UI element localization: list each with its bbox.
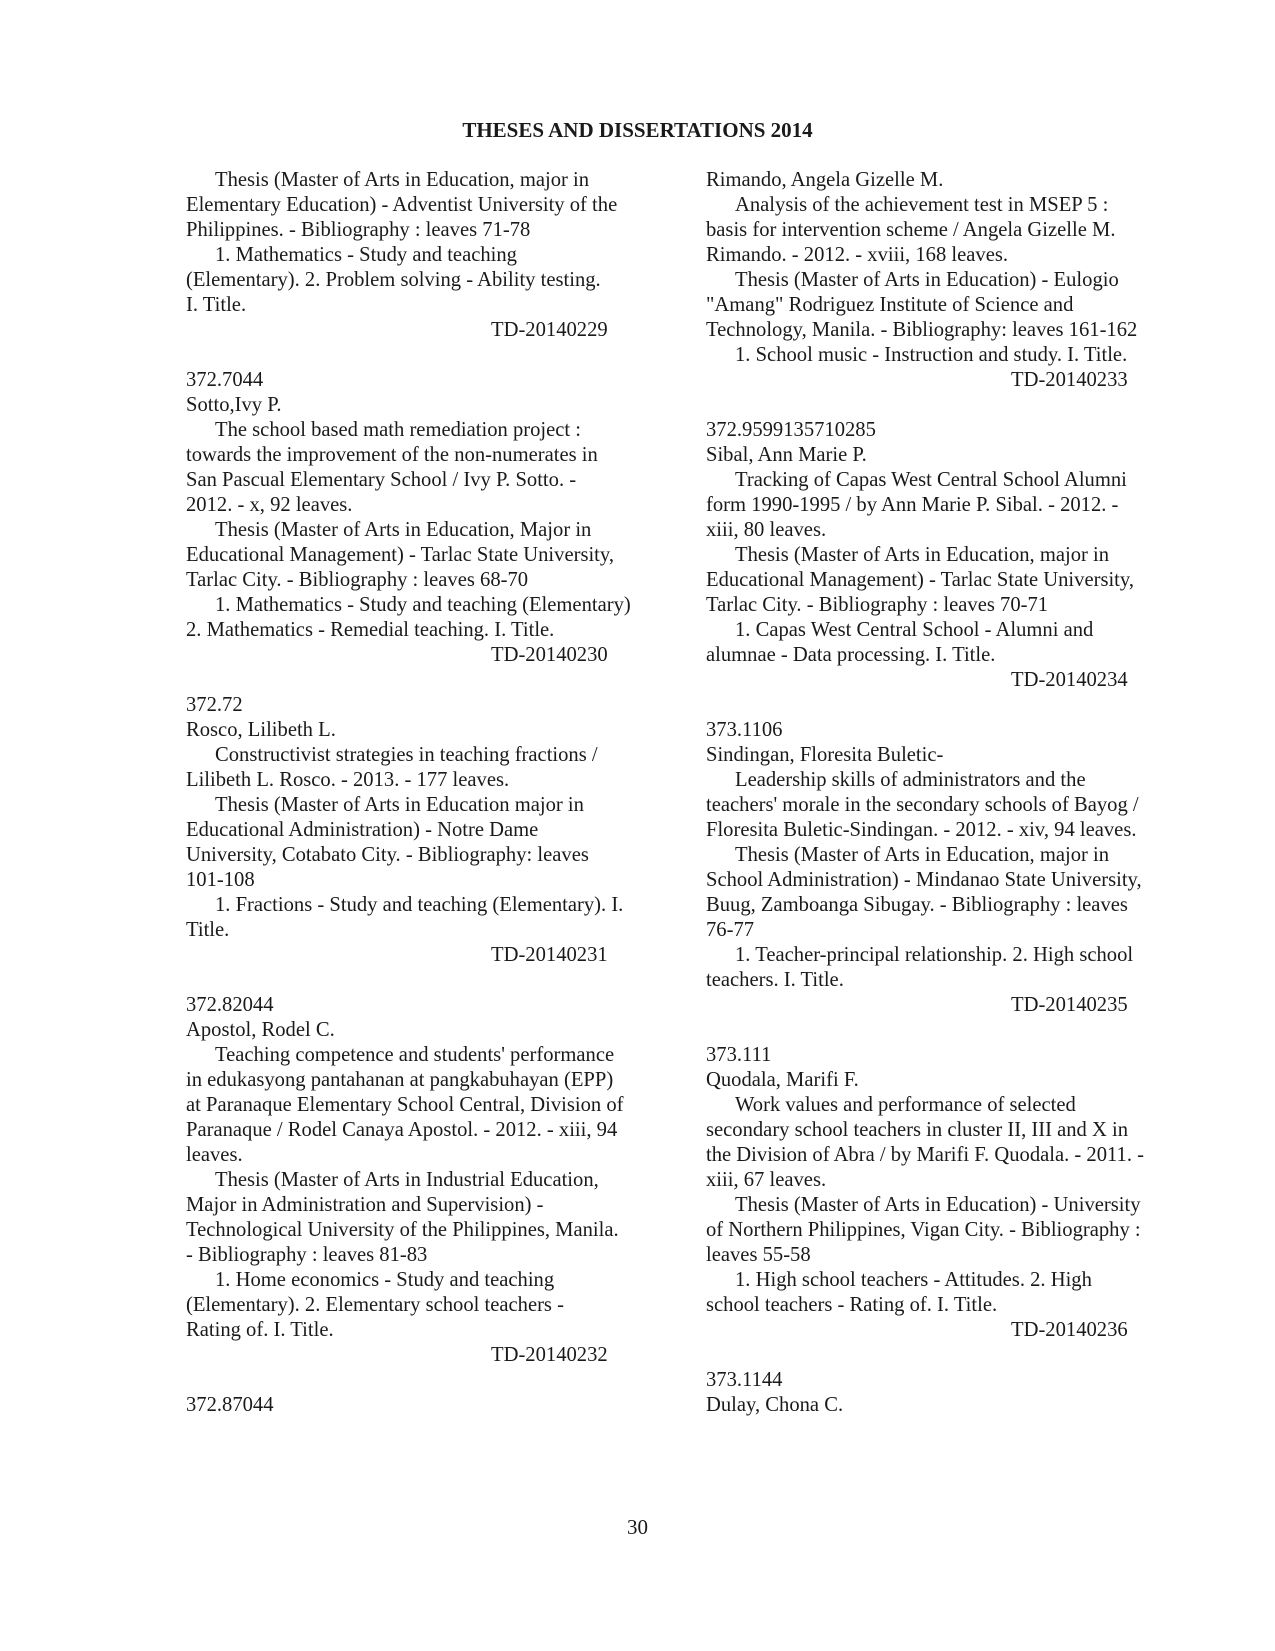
catalog-line: 2012. - x, 92 leaves. <box>186 494 353 516</box>
catalog-line: Educational Management) - Tarlac State University, <box>186 544 615 566</box>
catalog-line: Sindingan, Floresita Buletic- <box>706 744 944 766</box>
catalog-line: alumnae - Data processing. I. Title. <box>706 644 996 666</box>
catalog-line: Dulay, Chona C. <box>706 1394 844 1416</box>
catalog-line: basis for intervention scheme / Angela Gizelle M. <box>706 219 1116 241</box>
catalog-line: Title. <box>186 919 230 941</box>
catalog-line: 372.82044 <box>186 994 274 1016</box>
catalog-line: Constructivist strategies in teaching fractions / <box>215 744 598 766</box>
catalog-line: teachers. I. Title. <box>706 969 844 991</box>
catalog-line: Teaching competence and students' performance <box>215 1044 615 1066</box>
catalog-line: towards the improvement of the non-numerates in <box>186 444 598 466</box>
catalog-line: University, Cotabato City. - Bibliography: leaves <box>186 844 589 866</box>
catalog-line: Rimando, Angela Gizelle M. <box>706 169 944 191</box>
entry-spacer <box>706 1343 1186 1368</box>
catalog-line: Quodala, Marifi F. <box>706 1069 859 1091</box>
accession-number: TD-20140234 <box>1011 669 1128 691</box>
catalog-line: 101-108 <box>186 869 255 891</box>
catalog-line: at Paranaque Elementary School Central, Division of <box>186 1094 624 1116</box>
catalog-line: in edukasyong pantahanan at pangkabuhayan (EPP) <box>186 1069 614 1091</box>
catalog-line: Technological University of the Philippines, Manila. <box>186 1219 619 1241</box>
catalog-line: school teachers - Rating of. I. Title. <box>706 1294 998 1316</box>
catalog-line: Sotto,Ivy P. <box>186 394 282 416</box>
catalog-line: 373.1106 <box>706 719 783 741</box>
catalog-line: Tarlac City. - Bibliography : leaves 70-71 <box>706 594 1049 616</box>
catalog-line: leaves. <box>186 1144 243 1166</box>
accession-number: TD-20140232 <box>491 1344 608 1366</box>
catalog-line: 373.1144 <box>706 1369 783 1391</box>
catalog-line: Lilibeth L. Rosco. - 2013. - 177 leaves. <box>186 769 510 791</box>
catalog-line: 1. Fractions - Study and teaching (Elementary). I. <box>215 894 624 916</box>
catalog-line: Philippines. - Bibliography : leaves 71-78 <box>186 219 531 241</box>
catalog-line: Technology, Manila. - Bibliography: leaves 161-162 <box>706 319 1138 341</box>
catalog-line: "Amang" Rodriguez Institute of Science and <box>706 294 1074 316</box>
catalog-line: Thesis (Master of Arts in Education) - Eulogio <box>735 269 1119 291</box>
catalog-line: the Division of Abra / by Marifi F. Quodala. - 2011. - <box>706 1144 1144 1166</box>
catalog-line: Analysis of the achievement test in MSEP 5 : <box>735 194 1109 216</box>
catalog-line: 1. Mathematics - Study and teaching (Elementary) <box>215 594 631 616</box>
catalog-line: Tarlac City. - Bibliography : leaves 68-70 <box>186 569 529 591</box>
catalog-line: 76-77 <box>706 919 755 941</box>
entry-spacer <box>706 693 1186 718</box>
entry-spacer <box>706 393 1186 418</box>
catalog-line: Rating of. I. Title. <box>186 1319 334 1341</box>
catalog-line: Tracking of Capas West Central School Alumni <box>735 469 1127 491</box>
catalog-line: School Administration) - Mindanao State University, <box>706 869 1142 891</box>
catalog-line: xiii, 67 leaves. <box>706 1169 827 1191</box>
accession-number: TD-20140230 <box>491 644 608 666</box>
catalog-line: 372.7044 <box>186 369 264 391</box>
catalog-line: Leadership skills of administrators and the <box>735 769 1086 791</box>
catalog-line: form 1990-1995 / by Ann Marie P. Sibal. - 2012. - <box>706 494 1119 516</box>
catalog-line: Apostol, Rodel C. <box>186 1019 335 1041</box>
entry-spacer <box>186 968 666 993</box>
catalog-line: 373.111 <box>706 1044 772 1066</box>
left-column <box>186 168 666 1418</box>
catalog-line: Thesis (Master of Arts in Education major in <box>215 794 584 816</box>
catalog-line: 1. School music - Instruction and study. I. Title. <box>735 344 1128 366</box>
catalog-line: I. Title. <box>186 294 247 316</box>
catalog-line: 1. Mathematics - Study and teaching <box>215 244 517 266</box>
catalog-line: leaves 55-58 <box>706 1244 811 1266</box>
catalog-line: Educational Management) - Tarlac State University, <box>706 569 1135 591</box>
catalog-line: Work values and performance of selected <box>735 1094 1076 1116</box>
page-title: THESES AND DISSERTATIONS 2014 <box>462 118 813 142</box>
catalog-line: Thesis (Master of Arts in Education, major in <box>215 169 590 191</box>
catalog-line: Thesis (Master of Arts in Industrial Education, <box>215 1169 599 1191</box>
catalog-line: of Northern Philippines, Vigan City. - Bibliography : <box>706 1219 1141 1241</box>
catalog-line: - Bibliography : leaves 81-83 <box>186 1244 428 1266</box>
entry-spacer <box>186 668 666 693</box>
catalog-line: (Elementary). 2. Problem solving - Ability testing. <box>186 269 601 291</box>
catalog-line: Rosco, Lilibeth L. <box>186 719 336 741</box>
catalog-line: Elementary Education) - Adventist University of the <box>186 194 618 216</box>
entry-spacer <box>186 343 666 368</box>
catalog-line: secondary school teachers in cluster II, III and X in <box>706 1119 1129 1141</box>
catalog-line: 1. Teacher-principal relationship. 2. High school <box>735 944 1134 966</box>
catalog-line: Floresita Buletic-Sindingan. - 2012. - xiv, 94 leaves. <box>706 819 1137 841</box>
catalog-line: 2. Mathematics - Remedial teaching. I. Title. <box>186 619 555 641</box>
catalog-line: xiii, 80 leaves. <box>706 519 827 541</box>
catalog-line: Major in Administration and Supervision) - <box>186 1194 544 1216</box>
entry-spacer <box>186 1368 666 1393</box>
catalog-line: Paranaque / Rodel Canaya Apostol. - 2012. - xiii, 94 <box>186 1119 618 1141</box>
catalog-line: Thesis (Master of Arts in Education, major in <box>735 544 1110 566</box>
catalog-line: 372.87044 <box>186 1394 274 1416</box>
catalog-line: 1. Capas West Central School - Alumni and <box>735 619 1094 641</box>
accession-number: TD-20140231 <box>491 944 608 966</box>
catalog-line: Sibal, Ann Marie P. <box>706 444 867 466</box>
catalog-line: 372.9599135710285 <box>706 419 876 441</box>
catalog-line: teachers' morale in the secondary schools of Bayog / <box>706 794 1139 816</box>
catalog-line: 1. High school teachers - Attitudes. 2. High <box>735 1269 1092 1291</box>
entry-spacer <box>706 1018 1186 1043</box>
catalog-line: 1. Home economics - Study and teaching <box>215 1269 555 1291</box>
catalog-line: Educational Administration) - Notre Dame <box>186 819 539 841</box>
right-column <box>706 168 1186 1418</box>
catalog-line: Buug, Zamboanga Sibugay. - Bibliography : leaves <box>706 894 1128 916</box>
catalog-line: San Pascual Elementary School / Ivy P. Sotto. - <box>186 469 577 491</box>
catalog-line: 372.72 <box>186 694 243 716</box>
catalog-line: Thesis (Master of Arts in Education) - University <box>735 1194 1141 1216</box>
catalog-line: Thesis (Master of Arts in Education, Major in <box>215 519 592 541</box>
catalog-line: The school based math remediation project : <box>215 419 581 441</box>
accession-number: TD-20140229 <box>491 319 608 341</box>
accession-number: TD-20140235 <box>1011 994 1128 1016</box>
catalog-line: (Elementary). 2. Elementary school teachers - <box>186 1294 564 1316</box>
catalog-line: Rimando. - 2012. - xviii, 168 leaves. <box>706 244 1008 266</box>
catalog-line: Thesis (Master of Arts in Education, major in <box>735 844 1110 866</box>
page-number: 30 <box>627 1515 648 1539</box>
accession-number: TD-20140236 <box>1011 1319 1128 1341</box>
accession-number: TD-20140233 <box>1011 369 1128 391</box>
